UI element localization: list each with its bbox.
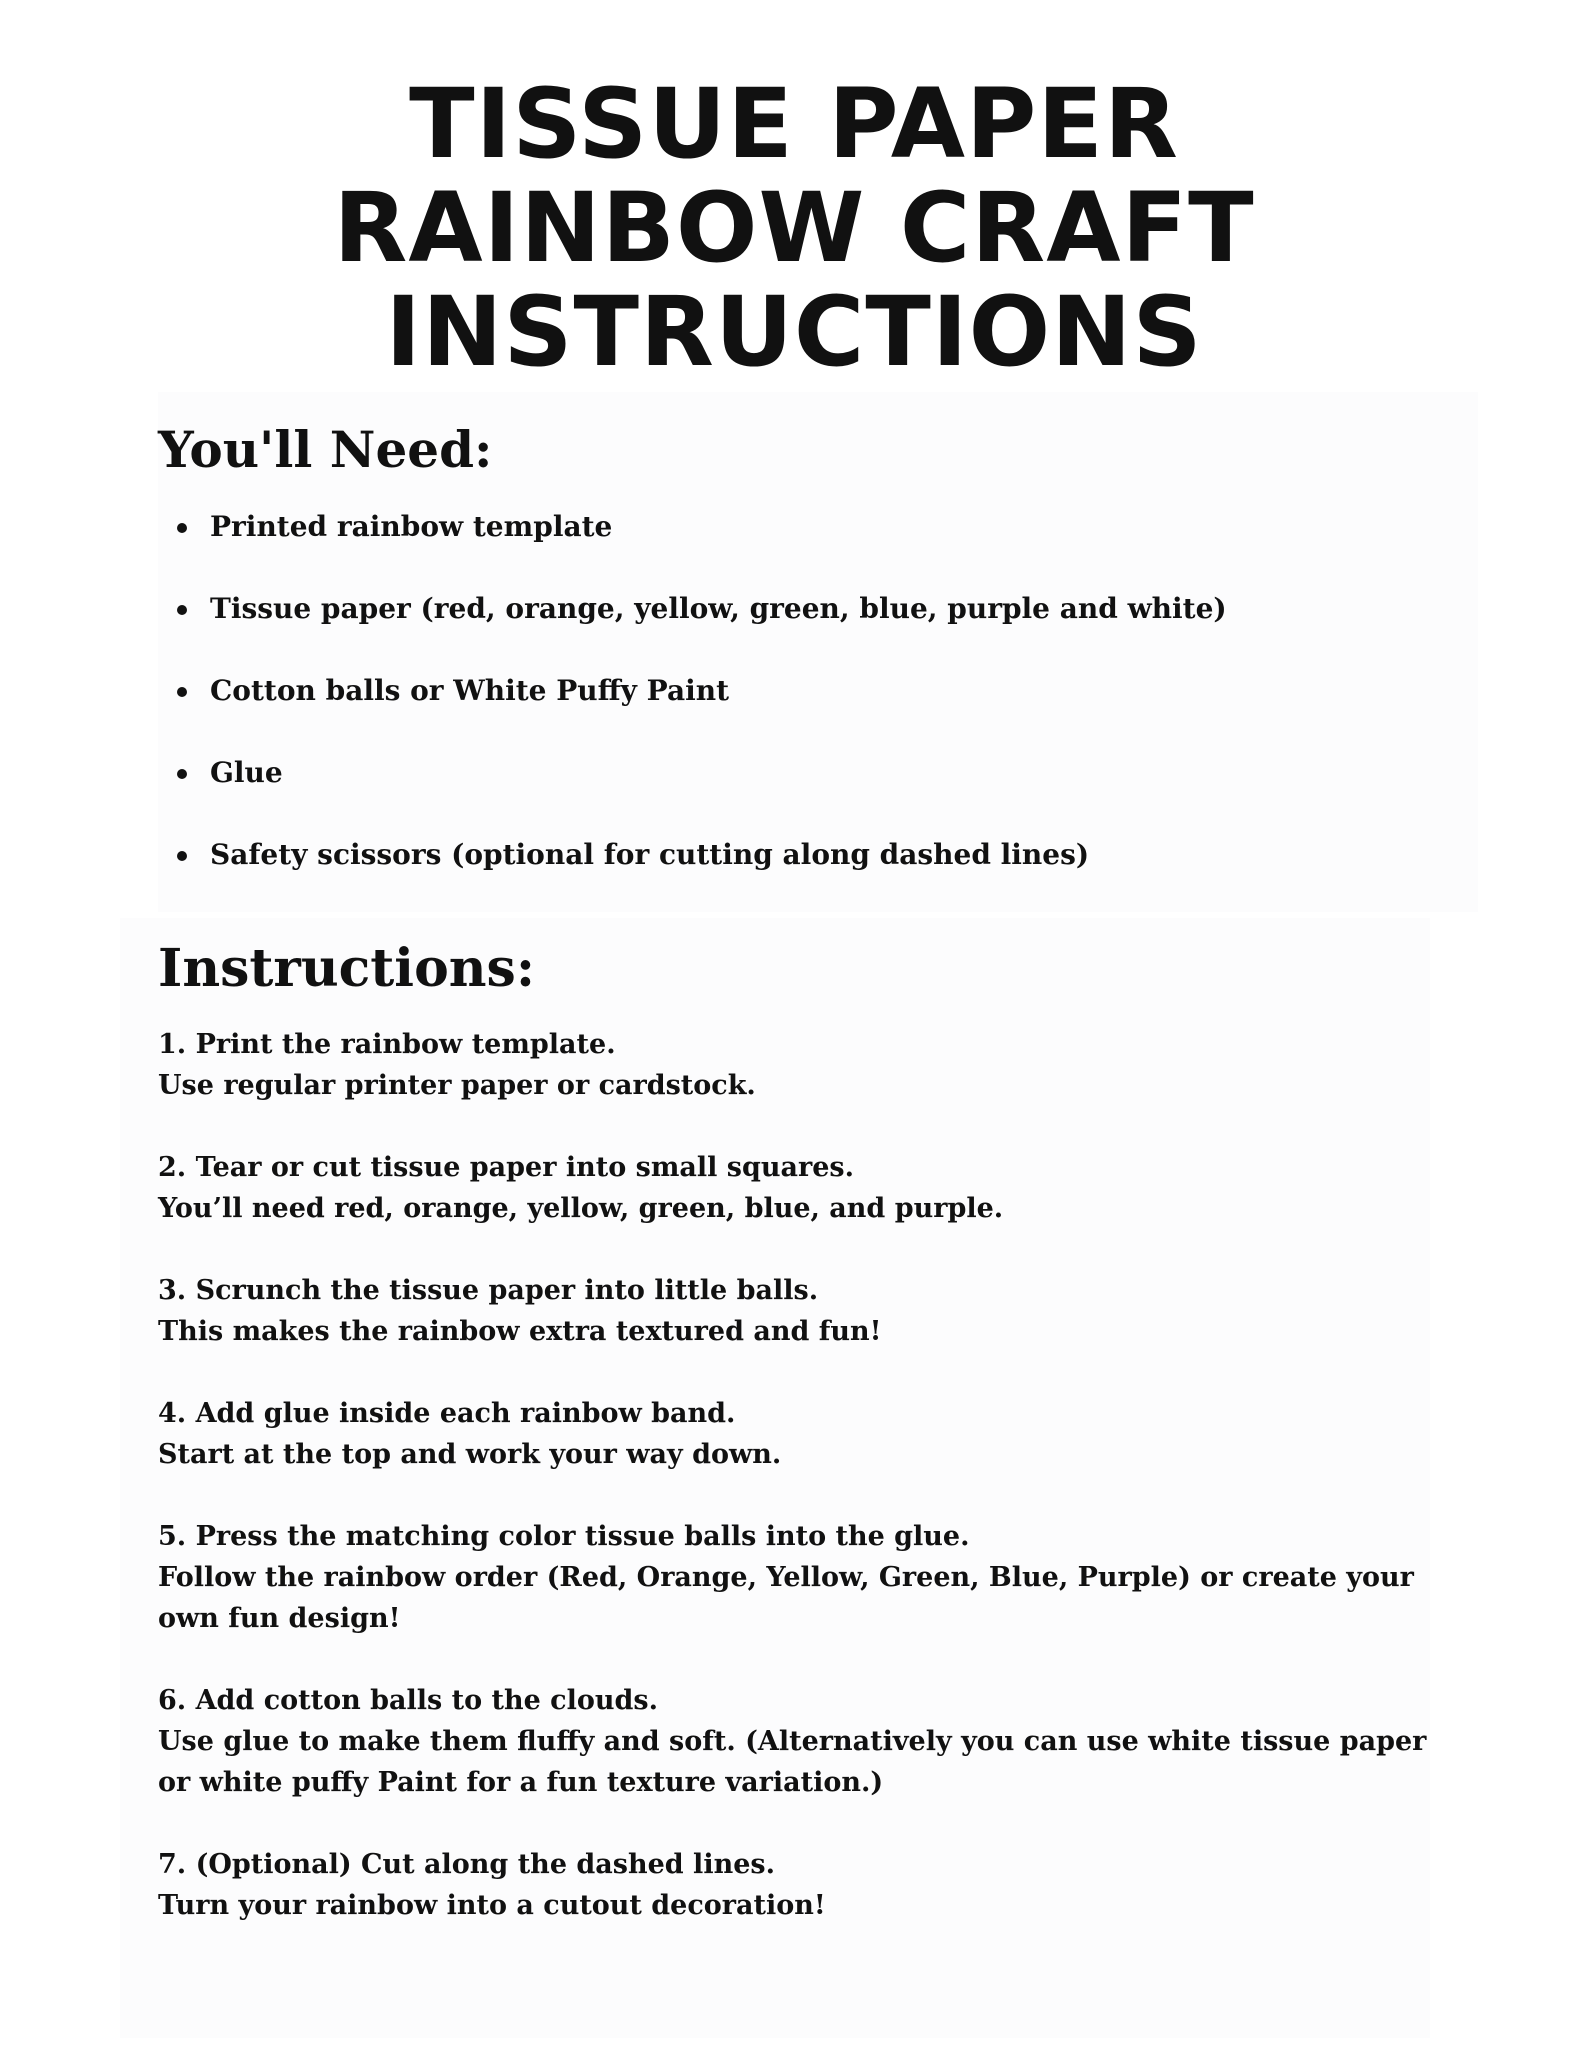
instruction-step <box>158 1270 1458 1352</box>
step-detail: Turn your rainbow into a cutout decoration! <box>158 1890 826 1921</box>
needs-heading: You'll Need: <box>158 420 493 479</box>
instruction-step <box>158 1844 1458 1926</box>
needs-list <box>158 500 1458 910</box>
step-detail: Use regular printer paper or cardstock. <box>158 1070 756 1101</box>
bullet-icon <box>177 769 187 779</box>
step-detail: This makes the rainbow extra textured and fun! <box>158 1316 882 1347</box>
title-line: TISSUE PAPER <box>409 68 1179 180</box>
needs-item-label: Glue <box>210 756 283 789</box>
instruction-step <box>158 1147 1458 1229</box>
step-title: 4. Add glue inside each rainbow band. <box>158 1398 736 1429</box>
instruction-step <box>158 1393 1458 1475</box>
needs-list-item <box>158 664 1458 718</box>
bullet-icon <box>177 687 187 697</box>
page-title <box>0 68 1588 388</box>
instruction-steps <box>158 1024 1458 1967</box>
step-title: 7. (Optional) Cut along the dashed lines. <box>158 1849 775 1880</box>
step-title: 5. Press the matching color tissue balls into the glue. <box>158 1521 970 1552</box>
title-line: INSTRUCTIONS <box>385 276 1203 388</box>
instruction-step <box>158 1024 1458 1106</box>
instructions-heading: Instructions: <box>158 938 536 999</box>
needs-item-label: Printed rainbow template <box>210 510 613 543</box>
instruction-step <box>158 1680 1458 1803</box>
bullet-icon <box>177 851 187 861</box>
step-title: 1. Print the rainbow template. <box>158 1029 616 1060</box>
needs-list-item <box>158 828 1458 882</box>
step-title: 3. Scrunch the tissue paper into little balls. <box>158 1275 819 1306</box>
needs-list-item <box>158 746 1458 800</box>
needs-item-label: Tissue paper (red, orange, yellow, green, blue, purple and white) <box>210 592 1227 625</box>
instruction-step <box>158 1516 1458 1639</box>
step-detail: Follow the rainbow order (Red, Orange, Yellow, Green, Blue, Purple) or create your own fun design! <box>158 1562 1414 1634</box>
step-title: 2. Tear or cut tissue paper into small squares. <box>158 1152 855 1183</box>
step-detail: Start at the top and work your way down. <box>158 1439 782 1470</box>
needs-item-label: Safety scissors (optional for cutting along dashed lines) <box>210 838 1090 871</box>
bullet-icon <box>177 523 187 533</box>
step-title: 6. Add cotton balls to the clouds. <box>158 1685 658 1716</box>
needs-list-item <box>158 582 1458 636</box>
step-detail: You’ll need red, orange, yellow, green, blue, and purple. <box>158 1193 1004 1224</box>
step-detail: Use glue to make them fluffy and soft. (Alternatively you can use white tissue paper or white puffy Paint for a fun texture variation.) <box>158 1726 1427 1798</box>
title-line: RAINBOW CRAFT <box>333 172 1255 284</box>
needs-list-item <box>158 500 1458 554</box>
bullet-icon <box>177 605 187 615</box>
needs-item-label: Cotton balls or White Puffy Paint <box>210 674 730 707</box>
